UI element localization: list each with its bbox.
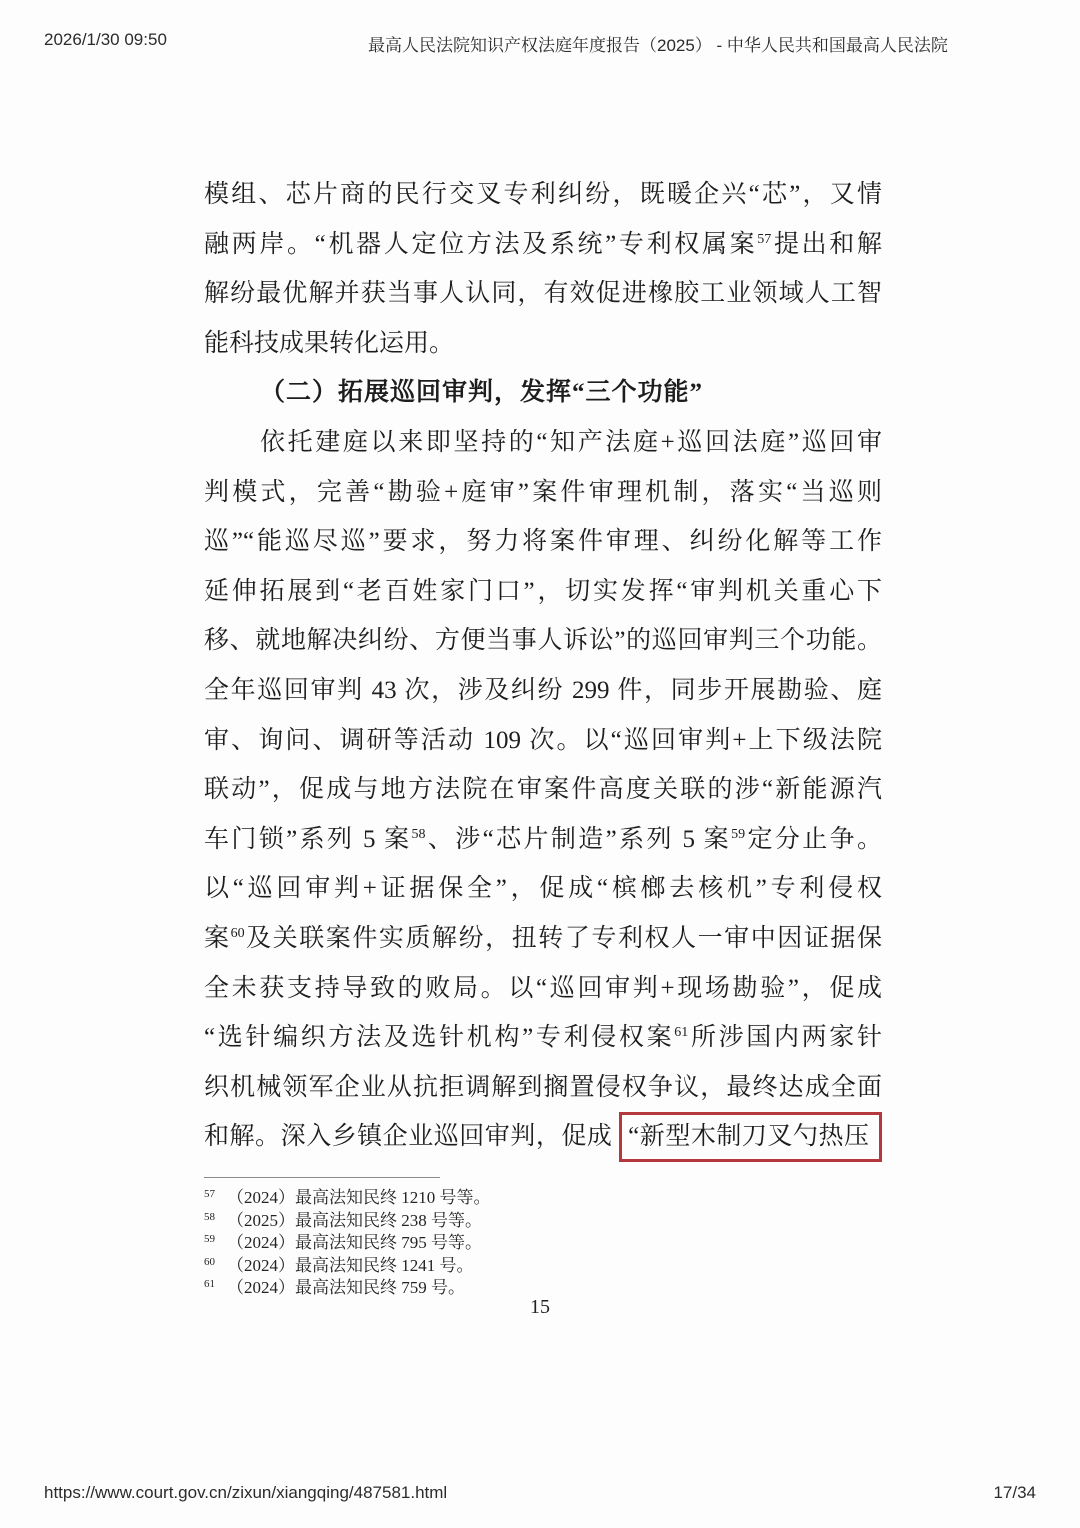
footnote-reference: 61 bbox=[674, 1025, 689, 1041]
footnote-text: （2024）最高法知民终 759 号。 bbox=[227, 1278, 465, 1298]
text-line: 移、就地解决纠纷、方便当事人诉讼”的巡回审判三个功能。 bbox=[204, 627, 882, 655]
footnote-number: 57 bbox=[204, 1188, 215, 1200]
footnote-number: 61 bbox=[204, 1278, 215, 1291]
footnote-reference: 58 bbox=[411, 826, 426, 842]
text-line: 解纷最优解并获当事人认同，有效促进橡胶工业领域人工智 bbox=[204, 280, 882, 308]
footnote-separator bbox=[204, 1177, 440, 1178]
text-line: 模组、芯片商的民行交叉专利纠纷，既暖企兴“芯”，又情 bbox=[204, 181, 882, 208]
footnote-reference: 60 bbox=[230, 925, 245, 941]
red-highlight-box: “新型木制刀叉勺热压 bbox=[619, 1112, 882, 1162]
text-line: 联动”，促成与地方法院在审案件高度关联的涉“新能源汽 bbox=[204, 776, 882, 804]
print-footer-url: https://www.court.gov.cn/zixun/xiangqing/487581.html bbox=[44, 1483, 448, 1502]
text-line: 织机械领军企业从抗拒调解到搁置侵权争议，最终达成全面 bbox=[204, 1073, 882, 1101]
text-line: 审、询问、调研等活动 109 次。以“巡回审判+上下级法院 bbox=[204, 726, 882, 754]
text-line: 案$^{60}$及关联案件实质解纷，扭转了专利权人一审中因证据保 bbox=[204, 924, 882, 952]
text-line: 延伸拓展到“老百姓家门口”，切实发挥“审判机关重心下 bbox=[204, 577, 882, 605]
text-line: 和解。深入乡镇企业巡回审判，促成 “新型木制刀叉勺热压 bbox=[204, 1112, 882, 1162]
footnote-number: 58 bbox=[204, 1210, 215, 1223]
text-line: 以“巡回审判+证据保全”，促成“槟榔去核机”专利侵权 bbox=[204, 875, 882, 903]
print-header-timestamp: 2026/1/30 09:50 bbox=[44, 30, 167, 49]
footnote-text: （2024）最高法知民终 1241 号。 bbox=[227, 1255, 474, 1275]
footnote bbox=[204, 1187, 882, 1210]
text-line: 巡”“能巡尽巡”要求，努力将案件审理、纠纷化解等工作 bbox=[204, 528, 882, 556]
document-page-number: 15 bbox=[530, 1296, 550, 1318]
text-line: 依托建庭以来即坚持的“知产法庭+巡回法庭”巡回审 bbox=[260, 428, 882, 456]
text-line: 融两岸。“机器人定位方法及系统”专利权属案$^{57}$提出和解 bbox=[204, 230, 882, 258]
footnote bbox=[204, 1232, 882, 1255]
text-line: 全年巡回审判 43 次，涉及纠纷 299 件，同步开展勘验、庭 bbox=[204, 676, 882, 704]
footnote bbox=[204, 1255, 882, 1278]
print-footer-page-indicator: 17/34 bbox=[993, 1483, 1036, 1502]
footnotes-block bbox=[204, 1177, 882, 1300]
text-line: “选针编织方法及选针机构”专利侵权案$^{61}$所涉国内两家针 bbox=[204, 1024, 882, 1052]
footnote-number: 59 bbox=[204, 1233, 215, 1246]
paragraph-2 bbox=[204, 418, 882, 1162]
paragraph-1 bbox=[204, 170, 882, 368]
footnote-text: （2024）最高法知民终 1210 号等。 bbox=[227, 1188, 491, 1207]
footnote-list bbox=[204, 1187, 882, 1300]
text-line: 车门锁”系列 5 案$^{58}$、涉“芯片制造”系列 5 案$^{59}$定分止争。 bbox=[204, 825, 882, 853]
footnote-text: （2024）最高法知民终 795 号等。 bbox=[227, 1233, 482, 1253]
footnote-number: 60 bbox=[204, 1255, 215, 1268]
document-body bbox=[204, 170, 882, 1162]
text-line: 全未获支持导致的败局。以“巡回审判+现场勘验”，促成 bbox=[204, 974, 882, 1002]
footnote bbox=[204, 1210, 882, 1233]
print-header-title: 最高人民法院知识产权法庭年度报告（2025） - 中华人民共和国最高人民法院 bbox=[368, 36, 948, 55]
text-line: 判模式，完善“勘验+庭审”案件审理机制，落实“当巡则 bbox=[204, 478, 882, 506]
footnote-reference: 59 bbox=[731, 826, 746, 842]
text-line: 能科技成果转化运用。 bbox=[204, 329, 455, 357]
footnote-text: （2025）最高法知民终 238 号等。 bbox=[227, 1210, 482, 1230]
section-heading: （二）拓展巡回审判，发挥“三个功能” bbox=[260, 379, 704, 407]
footnote-reference: 57 bbox=[757, 231, 772, 247]
